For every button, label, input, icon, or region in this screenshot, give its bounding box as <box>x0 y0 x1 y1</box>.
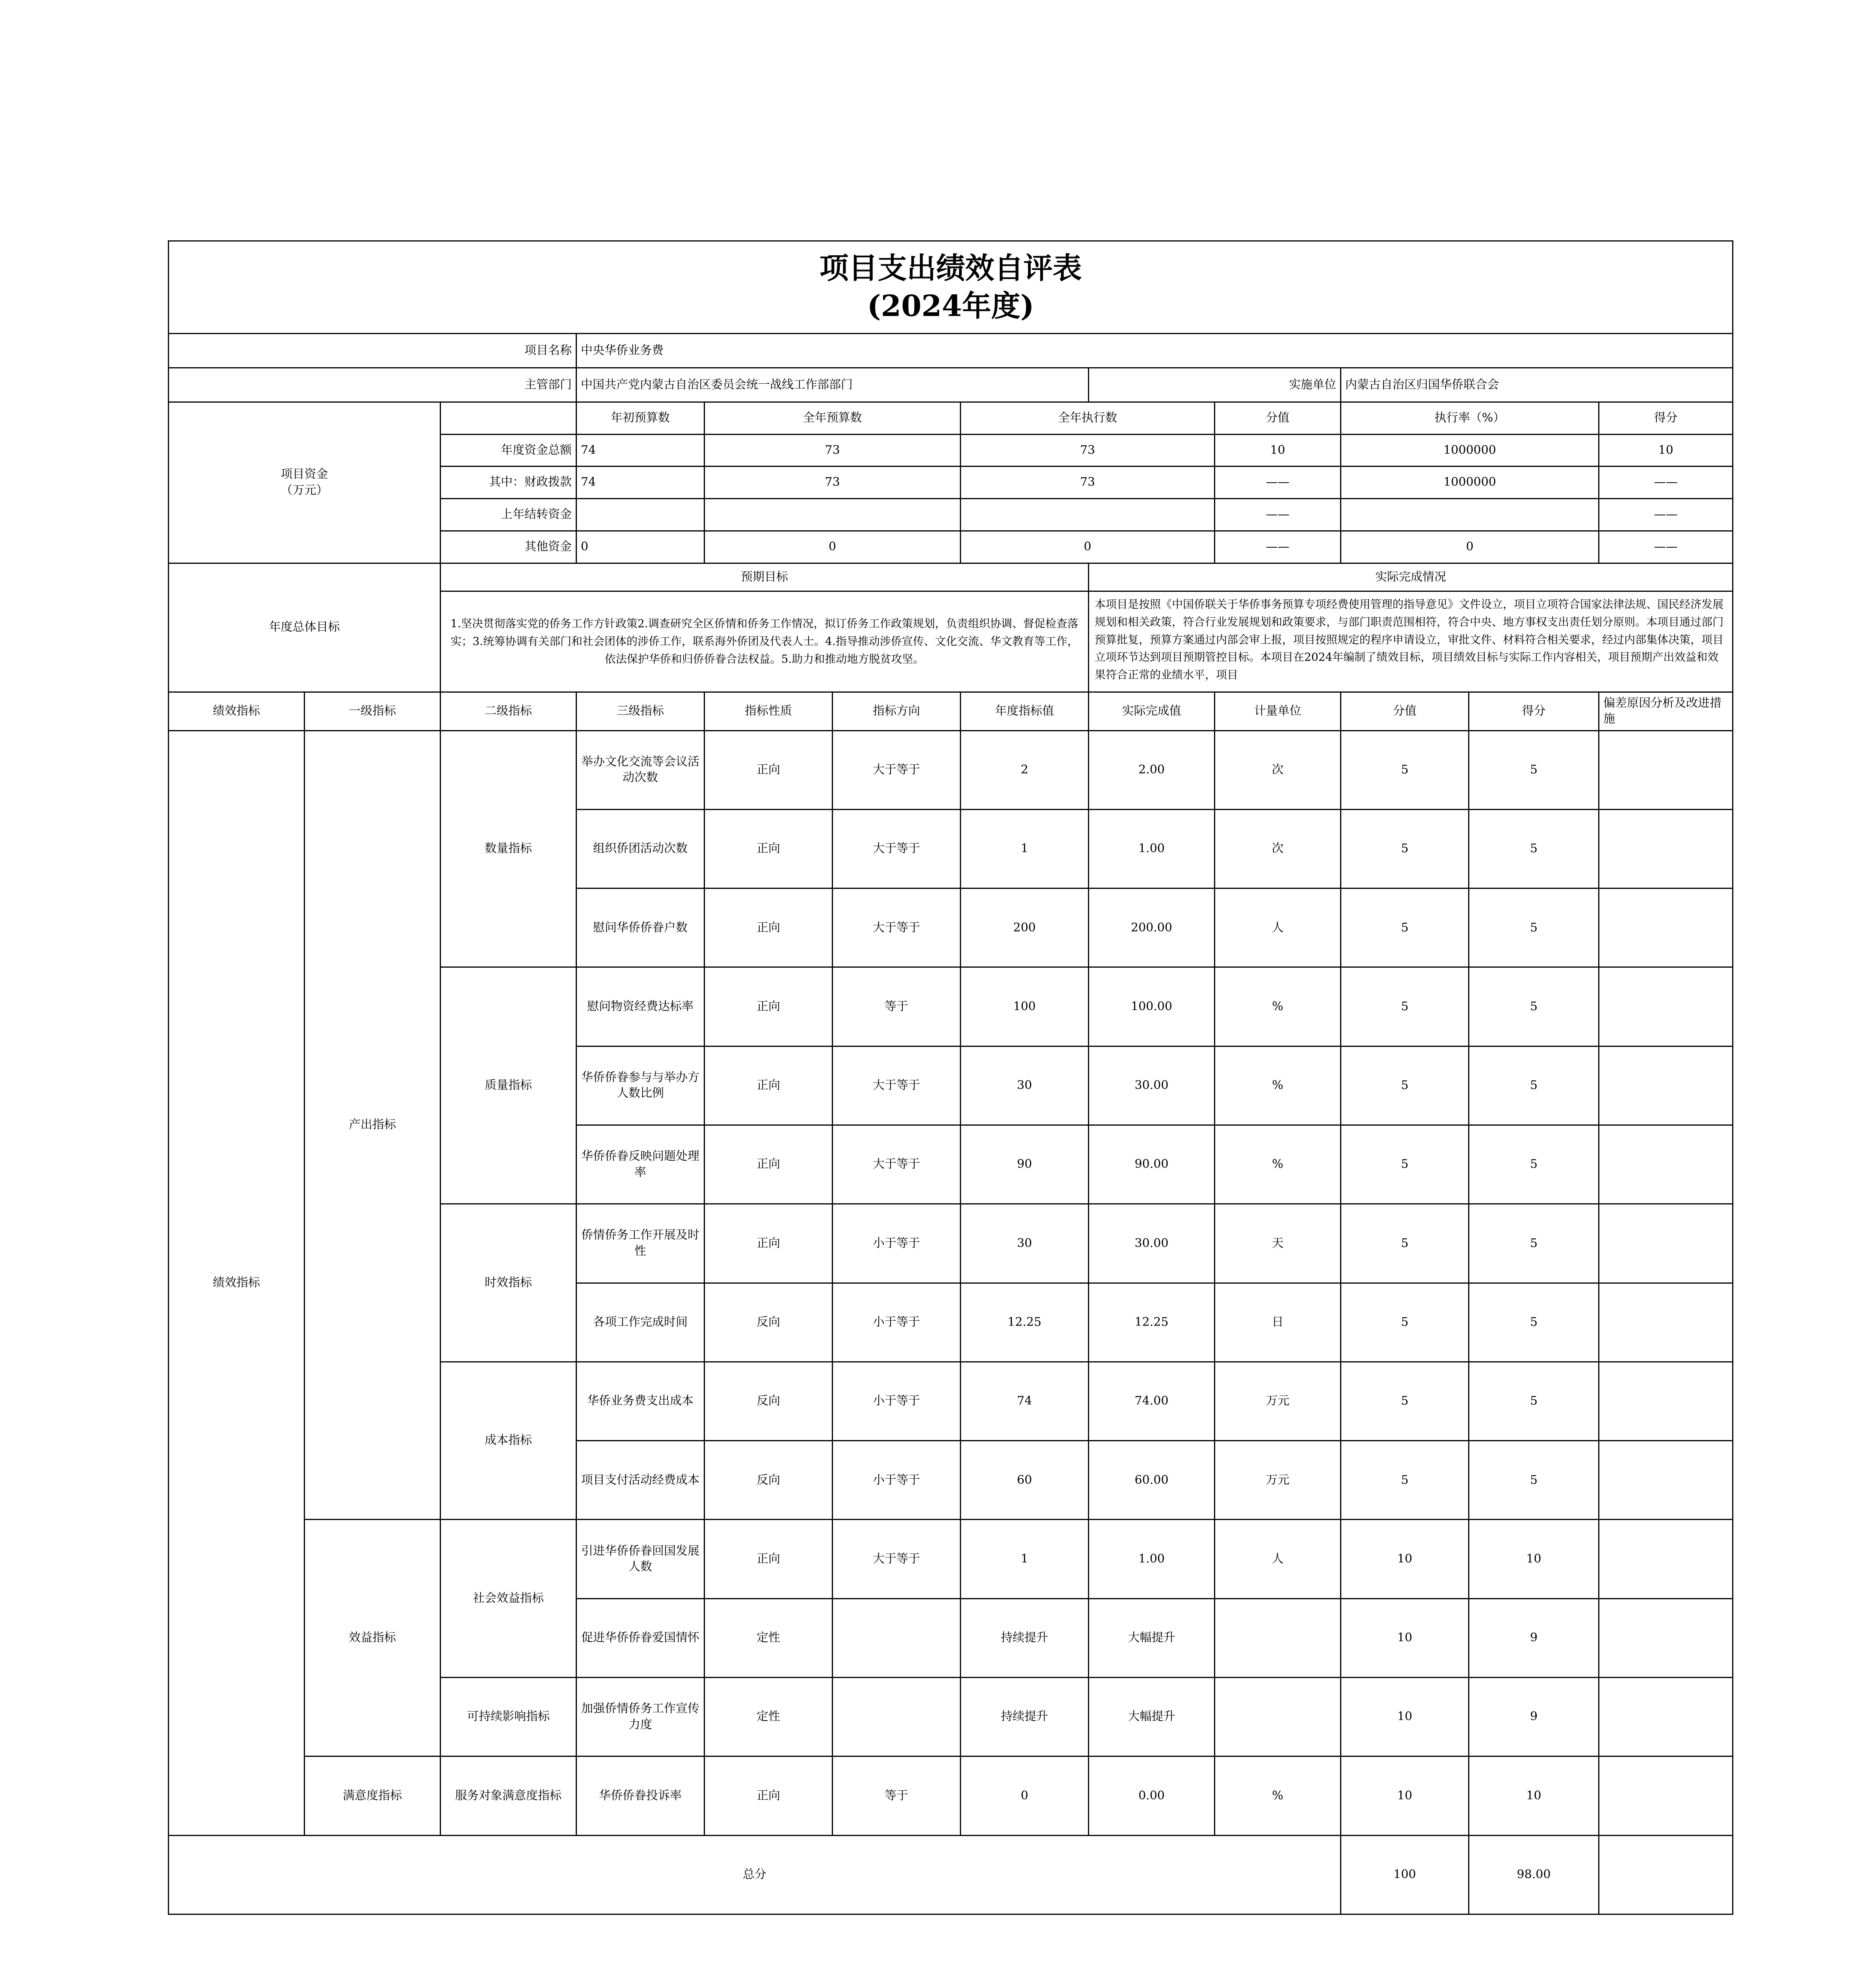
impl-label: 实施单位 <box>1089 368 1341 402</box>
indicator-direction: 小于等于 <box>833 1283 961 1362</box>
indicator-actual: 大幅提升 <box>1089 1677 1215 1756</box>
indicator-weight: 10 <box>1341 1598 1469 1677</box>
indicator-target: 1 <box>961 1520 1089 1598</box>
indicator-direction: 小于等于 <box>833 1204 961 1283</box>
indicator-weight: 5 <box>1341 1046 1469 1125</box>
indicator-weight: 5 <box>1341 730 1469 809</box>
perf-label: 绩效指标 <box>169 730 305 1835</box>
indicator-score: 5 <box>1469 888 1599 967</box>
actual-goal-header: 实际完成情况 <box>1089 563 1733 591</box>
funds-cell: 0 <box>961 531 1215 563</box>
indicator-nature: 正向 <box>705 1046 833 1125</box>
funds-row-label: 其中：财政拨款 <box>441 466 576 499</box>
indicator-unit: 次 <box>1215 809 1341 888</box>
indicator-name: 举办文化交流等会议活动次数 <box>576 730 705 809</box>
funds-header: 全年预算数 <box>705 402 961 434</box>
indicator-unit: 日 <box>1215 1283 1341 1362</box>
funds-cell: —— <box>1215 466 1341 499</box>
funds-cell: —— <box>1599 499 1733 531</box>
indicator-target: 60 <box>961 1441 1089 1520</box>
indicator-nature: 正向 <box>705 967 833 1046</box>
indicator-nature: 正向 <box>705 888 833 967</box>
indicator-note <box>1599 1756 1733 1835</box>
indicator-nature: 正向 <box>705 1520 833 1598</box>
indicator-target: 持续提升 <box>961 1598 1089 1677</box>
indicator-header-row <box>169 692 1733 730</box>
indicator-name: 慰问物资经费达标率 <box>576 967 705 1046</box>
indicator-header: 一级指标 <box>305 692 441 730</box>
indicator-target: 74 <box>961 1362 1089 1440</box>
funds-cell: —— <box>1215 499 1341 531</box>
indicator-actual: 90.00 <box>1089 1125 1215 1204</box>
indicator-header: 年度指标值 <box>961 692 1089 730</box>
indicator-header: 指标方向 <box>833 692 961 730</box>
indicator-name: 慰问华侨侨眷户数 <box>576 888 705 967</box>
indicator-note <box>1599 1598 1733 1677</box>
indicator-actual: 12.25 <box>1089 1283 1215 1362</box>
indicator-weight: 5 <box>1341 888 1469 967</box>
indicator-actual: 74.00 <box>1089 1362 1215 1440</box>
funds-corner <box>441 402 576 434</box>
indicator-actual: 30.00 <box>1089 1046 1215 1125</box>
indicator-name: 组织侨团活动次数 <box>576 809 705 888</box>
funds-row-label: 年度资金总额 <box>441 434 576 466</box>
indicator-score: 5 <box>1469 1046 1599 1125</box>
indicator-weight: 5 <box>1341 967 1469 1046</box>
table-row <box>169 1520 1733 1598</box>
funds-header: 年初预算数 <box>576 402 705 434</box>
indicator-nature: 反向 <box>705 1441 833 1520</box>
indicator-direction <box>833 1598 961 1677</box>
indicator-score: 10 <box>1469 1520 1599 1598</box>
indicator-note <box>1599 1441 1733 1520</box>
indicator-nature: 正向 <box>705 1204 833 1283</box>
funds-cell: 73 <box>961 466 1215 499</box>
indicator-name: 各项工作完成时间 <box>576 1283 705 1362</box>
indicator-unit <box>1215 1598 1341 1677</box>
indicator-target: 12.25 <box>961 1283 1089 1362</box>
total-score: 98.00 <box>1469 1835 1599 1914</box>
indicator-name: 华侨侨眷参与与举办方人数比例 <box>576 1046 705 1125</box>
indicator-weight: 5 <box>1341 1362 1469 1440</box>
indicator-target: 1 <box>961 809 1089 888</box>
indicator-direction: 大于等于 <box>833 1520 961 1598</box>
indicator-header: 偏差原因分析及改进措施 <box>1599 692 1733 730</box>
indicator-weight: 10 <box>1341 1520 1469 1598</box>
indicator-target: 90 <box>961 1125 1089 1204</box>
indicator-header: 实际完成值 <box>1089 692 1215 730</box>
indicator-direction: 小于等于 <box>833 1441 961 1520</box>
indicator-unit: 人 <box>1215 1520 1341 1598</box>
indicator-weight: 5 <box>1341 809 1469 888</box>
indicator-target: 30 <box>961 1204 1089 1283</box>
indicator-unit: % <box>1215 967 1341 1046</box>
funds-cell: —— <box>1599 466 1733 499</box>
level2-service: 服务对象满意度指标 <box>441 1756 576 1835</box>
level1-benefit: 效益指标 <box>305 1520 441 1756</box>
indicator-name: 华侨业务费支出成本 <box>576 1362 705 1440</box>
indicator-direction: 大于等于 <box>833 809 961 888</box>
indicator-direction: 等于 <box>833 967 961 1046</box>
indicator-target: 0 <box>961 1756 1089 1835</box>
level2-cost: 成本指标 <box>441 1362 576 1520</box>
indicator-score: 5 <box>1469 1441 1599 1520</box>
funds-header: 全年执行数 <box>961 402 1215 434</box>
project-name-label: 项目名称 <box>169 334 576 368</box>
indicator-name: 华侨侨眷反映问题处理率 <box>576 1125 705 1204</box>
indicator-actual: 1.00 <box>1089 1520 1215 1598</box>
indicator-actual: 1.00 <box>1089 809 1215 888</box>
indicator-note <box>1599 1362 1733 1440</box>
funds-label: 项目资金 （万元） <box>169 402 441 563</box>
indicator-nature: 定性 <box>705 1598 833 1677</box>
indicator-target: 100 <box>961 967 1089 1046</box>
indicator-actual: 大幅提升 <box>1089 1598 1215 1677</box>
indicator-score: 5 <box>1469 1362 1599 1440</box>
indicator-target: 200 <box>961 888 1089 967</box>
indicator-score: 9 <box>1469 1677 1599 1756</box>
funds-cell: 10 <box>1215 434 1341 466</box>
indicator-header: 指标性质 <box>705 692 833 730</box>
indicator-nature: 定性 <box>705 1677 833 1756</box>
indicator-nature: 正向 <box>705 1756 833 1835</box>
indicator-note <box>1599 1046 1733 1125</box>
funds-cell: 73 <box>961 434 1215 466</box>
indicator-note <box>1599 809 1733 888</box>
total-note <box>1599 1835 1733 1914</box>
level1-output: 产出指标 <box>305 730 441 1520</box>
indicator-actual: 100.00 <box>1089 967 1215 1046</box>
indicator-weight: 10 <box>1341 1677 1469 1756</box>
indicator-name: 加强侨情侨务工作宣传力度 <box>576 1677 705 1756</box>
indicator-note <box>1599 1283 1733 1362</box>
indicator-target: 30 <box>961 1046 1089 1125</box>
indicator-direction: 小于等于 <box>833 1362 961 1440</box>
indicator-score: 5 <box>1469 730 1599 809</box>
indicator-weight: 5 <box>1341 1204 1469 1283</box>
total-label: 总分 <box>169 1835 1341 1914</box>
goal-label: 年度总体目标 <box>169 563 441 692</box>
funds-cell <box>705 499 961 531</box>
dept-value: 中国共产党内蒙古自治区委员会统一战线工作部部门 <box>576 368 1089 402</box>
level2-timeliness: 时效指标 <box>441 1204 576 1362</box>
indicator-note <box>1599 888 1733 967</box>
indicator-note <box>1599 1677 1733 1756</box>
indicator-score: 10 <box>1469 1756 1599 1835</box>
indicator-nature: 反向 <box>705 1283 833 1362</box>
funds-cell: 0 <box>1341 531 1599 563</box>
funds-row-label: 其他资金 <box>441 531 576 563</box>
indicator-score: 5 <box>1469 1125 1599 1204</box>
indicator-note <box>1599 1125 1733 1204</box>
table-title: 项目支出绩效自评表 <box>819 251 1082 285</box>
indicator-direction: 等于 <box>833 1756 961 1835</box>
indicator-note <box>1599 1204 1733 1283</box>
indicator-actual: 30.00 <box>1089 1204 1215 1283</box>
indicator-header: 绩效指标 <box>169 692 305 730</box>
indicator-unit <box>1215 1677 1341 1756</box>
indicator-actual: 2.00 <box>1089 730 1215 809</box>
indicator-header: 二级指标 <box>441 692 576 730</box>
indicator-score: 5 <box>1469 1204 1599 1283</box>
indicator-unit: 万元 <box>1215 1441 1341 1520</box>
indicator-direction: 大于等于 <box>833 1125 961 1204</box>
project-name-value: 中央华侨业务费 <box>576 334 1733 368</box>
table-title-cell <box>169 241 1733 334</box>
indicator-header: 计量单位 <box>1215 692 1341 730</box>
indicator-nature: 正向 <box>705 1125 833 1204</box>
indicator-note <box>1599 967 1733 1046</box>
indicator-name: 促进华侨侨眷爱国情怀 <box>576 1598 705 1677</box>
actual-goal-text: 本项目是按照《中国侨联关于华侨事务预算专项经费使用管理的指导意见》文件设立，项目立项符合国家法律法规、国民经济发展规划和相关政策，符合行业发展规划和政策要求，与部门职责范围相符，符合中央、地方事权支出责任划分原则。本项目通过部门预算批复，预算方案通过内部会审上报，项目按照规定的程序申请设立，审批文件、材料符合相关要求，经过内部集体决策，项目立项环节达到项目预期管控目标。本项目在2024年编制了绩效目标，项目绩效目标与实际工作内容相关，项目预期产出效益和效果符合正常的业绩水平，项目 <box>1089 591 1733 692</box>
funds-row-label: 上年结转资金 <box>441 499 576 531</box>
funds-cell: 74 <box>576 466 705 499</box>
indicator-unit: 人 <box>1215 888 1341 967</box>
expected-goal-text: 1.坚决贯彻落实党的侨务工作方针政策2.调查研究全区侨情和侨务工作情况，拟订侨务工作政策规划，负责组织协调、督促检查落实；3.统筹协调有关部门和社会团体的涉侨工作，联系海外侨团及代表人士。4.指导推动涉侨宣传、文化交流、华文教育等工作，依法保护华侨和归侨侨眷合法权益。5.助力和推动地方脱贫攻坚。 <box>441 591 1089 692</box>
indicator-direction: 大于等于 <box>833 730 961 809</box>
funds-cell: —— <box>1599 531 1733 563</box>
indicator-nature: 反向 <box>705 1362 833 1440</box>
funds-cell <box>576 499 705 531</box>
level1-satisfaction: 满意度指标 <box>305 1756 441 1835</box>
funds-cell: 10 <box>1599 434 1733 466</box>
funds-header: 执行率（%） <box>1341 402 1599 434</box>
indicator-target: 2 <box>961 730 1089 809</box>
indicator-unit: % <box>1215 1046 1341 1125</box>
funds-cell: 0 <box>705 531 961 563</box>
indicator-header: 得分 <box>1469 692 1599 730</box>
indicator-actual: 200.00 <box>1089 888 1215 967</box>
indicator-direction: 大于等于 <box>833 1046 961 1125</box>
indicator-weight: 5 <box>1341 1125 1469 1204</box>
indicator-direction: 大于等于 <box>833 888 961 967</box>
level2-quantity: 数量指标 <box>441 730 576 967</box>
total-weight: 100 <box>1341 1835 1469 1914</box>
table-row <box>169 1756 1733 1835</box>
expected-goal-header: 预期目标 <box>441 563 1089 591</box>
indicator-target: 持续提升 <box>961 1677 1089 1756</box>
table-row <box>169 730 1733 809</box>
indicator-header: 三级指标 <box>576 692 705 730</box>
funds-cell: —— <box>1215 531 1341 563</box>
indicator-unit: % <box>1215 1756 1341 1835</box>
indicator-weight: 5 <box>1341 1441 1469 1520</box>
indicator-name: 项目支付活动经费成本 <box>576 1441 705 1520</box>
indicator-score: 5 <box>1469 1283 1599 1362</box>
level2-sustain: 可持续影响指标 <box>441 1677 576 1756</box>
total-row <box>169 1835 1733 1914</box>
indicator-name: 引进华侨侨眷回国发展人数 <box>576 1520 705 1598</box>
indicator-name: 侨情侨务工作开展及时性 <box>576 1204 705 1283</box>
funds-cell: 74 <box>576 434 705 466</box>
indicator-note <box>1599 730 1733 809</box>
indicator-actual: 0.00 <box>1089 1756 1215 1835</box>
funds-cell: 0 <box>576 531 705 563</box>
indicator-unit: 天 <box>1215 1204 1341 1283</box>
funds-cell: 1000000 <box>1341 434 1599 466</box>
indicator-score: 5 <box>1469 967 1599 1046</box>
level2-social: 社会效益指标 <box>441 1520 576 1678</box>
indicator-score: 9 <box>1469 1598 1599 1677</box>
impl-value: 内蒙古自治区归国华侨联合会 <box>1341 368 1733 402</box>
indicator-note <box>1599 1520 1733 1598</box>
indicator-unit: 次 <box>1215 730 1341 809</box>
indicator-weight: 10 <box>1341 1756 1469 1835</box>
funds-header: 得分 <box>1599 402 1733 434</box>
indicator-name: 华侨侨眷投诉率 <box>576 1756 705 1835</box>
table-subtitle: (2024年度) <box>867 289 1034 323</box>
indicator-actual: 60.00 <box>1089 1441 1215 1520</box>
funds-cell: 73 <box>705 466 961 499</box>
indicator-weight: 5 <box>1341 1283 1469 1362</box>
funds-header: 分值 <box>1215 402 1341 434</box>
indicator-direction <box>833 1677 961 1756</box>
indicator-score: 5 <box>1469 809 1599 888</box>
funds-cell: 1000000 <box>1341 466 1599 499</box>
funds-cell <box>1341 499 1599 531</box>
level2-quality: 质量指标 <box>441 967 576 1204</box>
indicator-nature: 正向 <box>705 809 833 888</box>
dept-label: 主管部门 <box>169 368 576 402</box>
indicator-nature: 正向 <box>705 730 833 809</box>
indicator-header: 分值 <box>1341 692 1469 730</box>
funds-cell <box>961 499 1215 531</box>
indicator-unit: % <box>1215 1125 1341 1204</box>
funds-cell: 73 <box>705 434 961 466</box>
indicator-unit: 万元 <box>1215 1362 1341 1440</box>
performance-self-evaluation-table <box>168 240 1733 1915</box>
